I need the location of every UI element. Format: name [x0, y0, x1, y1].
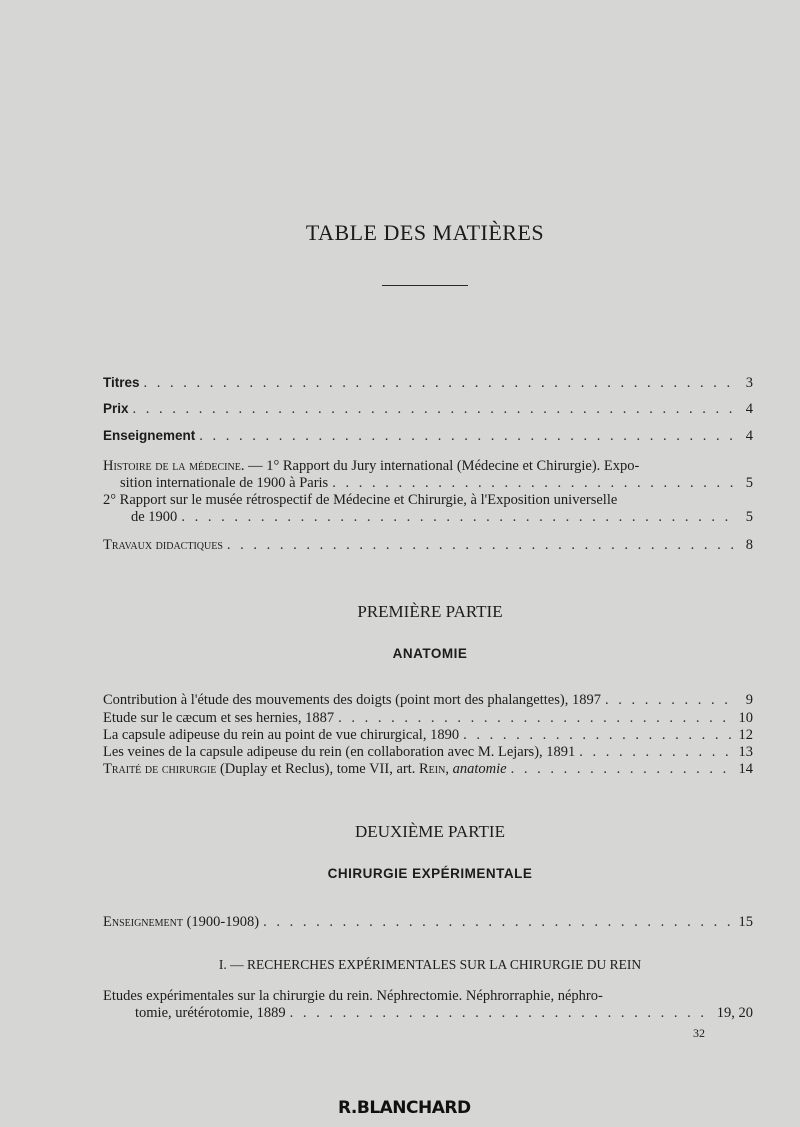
toc-entry-travaux[interactable] [103, 537, 753, 554]
toc-label: Contribution à l'étude des mouvements des doigts (point mort des phalangettes), 1897 [103, 692, 601, 708]
toc-label: Prix [103, 401, 129, 416]
toc-label: Enseignement [103, 428, 196, 443]
toc-entry[interactable] [103, 727, 753, 744]
toc-page: 10 [738, 710, 753, 726]
leader-dots [227, 537, 735, 554]
leader-dots [133, 401, 735, 418]
part-subheading: ANATOMIE [392, 646, 468, 661]
toc-label: Titres [103, 375, 140, 390]
part-heading: PREMIÈRE PARTIE [357, 602, 503, 621]
toc-page: 5 [745, 475, 753, 491]
toc-label [103, 761, 507, 778]
toc-label-line2: tomie, urétérotomie, 1889 [135, 1005, 286, 1021]
toc-page: 14 [738, 761, 753, 777]
page-number: 32 [693, 1026, 705, 1040]
toc-page: 9 [745, 692, 753, 708]
leader-dots [290, 1005, 713, 1022]
toc-page: 8 [745, 537, 753, 553]
toc-label-line3: 2° Rapport sur le musée rétrospectif de Médecine et Chirurgie, à l'Exposition universelle [103, 492, 618, 508]
toc-label-sc: Enseignement [103, 914, 183, 930]
part-heading: DEUXIÈME PARTIE [355, 822, 505, 841]
toc-label: Etude sur le cæcum et ses hernies, 1887 [103, 710, 335, 726]
toc-label: Etudes expérimentales sur la chirurgie du rein. Néphrectomie. Néphrorraphie, néphro- [103, 988, 603, 1004]
toc-label: Histoire de la médecine. [103, 458, 245, 474]
leader-dots [605, 692, 735, 709]
library-stamp: R.BLANCHARD [338, 1098, 471, 1118]
leader-dots [181, 509, 735, 526]
toc-entry-enseignement[interactable] [103, 427, 753, 445]
toc-label-line4: de 1900 [131, 509, 178, 525]
toc-label-rest: (Duplay et Reclus), tome VII, art. [216, 761, 420, 777]
leader-dots [511, 761, 735, 778]
toc-label: Travaux didactiques [103, 537, 223, 553]
toc-label: Les veines de la capsule adipeuse du rein (en collaboration avec M. Lejars), 1891 [103, 744, 576, 760]
toc-entry-enseignement-2[interactable] [103, 914, 753, 931]
toc-label-italic: anatomie [452, 761, 507, 777]
toc-page: 13 [738, 744, 753, 760]
toc-entry[interactable] [103, 744, 753, 761]
toc-page: 5 [745, 509, 753, 525]
toc-page: 4 [745, 401, 753, 417]
leader-dots [332, 475, 735, 492]
toc-entry-prix[interactable] [103, 400, 753, 418]
toc-label: La capsule adipeuse du rein au point de vue chirurgical, 1890 [103, 727, 460, 743]
part-subheading: CHIRURGIE EXPÉRIMENTALE [327, 866, 533, 881]
toc-label [103, 914, 259, 931]
toc-entry-etudes[interactable] [103, 988, 753, 1022]
toc-label-sc: Traité de chirurgie [103, 761, 217, 777]
toc-label-continued: — 1° Rapport du Jury international (Médecine et Chirurgie). Expo- [244, 458, 640, 474]
toc-page: 4 [745, 428, 753, 444]
toc-entry-traite[interactable] [103, 761, 753, 778]
chapter-heading: I. — RECHERCHES EXPÉRIMENTALES SUR LA CHIRURGIE DU REIN [218, 957, 642, 972]
toc-label-line2: sition internationale de 1900 à Paris [120, 475, 329, 491]
leader-dots [263, 914, 734, 931]
leader-dots [463, 727, 734, 744]
toc-page: 15 [738, 914, 753, 930]
leader-dots [338, 710, 734, 727]
toc-entry-histoire[interactable] [103, 458, 753, 526]
toc-entry-titres[interactable] [103, 374, 753, 392]
page-title: TABLE DES MATIÈRES [305, 220, 545, 245]
toc-label-sep: , [445, 761, 453, 777]
leader-dots [144, 375, 735, 392]
toc-page: 12 [738, 727, 753, 743]
toc-entry[interactable] [103, 692, 753, 709]
toc-label-sc2: Rein [419, 761, 446, 777]
leader-dots [199, 428, 735, 445]
leader-dots [579, 744, 734, 761]
toc-page: 19, 20 [716, 1005, 753, 1021]
toc-page: 3 [745, 375, 753, 391]
toc-label-rest: (1900-1908) [182, 914, 260, 930]
toc-entry[interactable] [103, 710, 753, 727]
title-rule [382, 285, 468, 286]
